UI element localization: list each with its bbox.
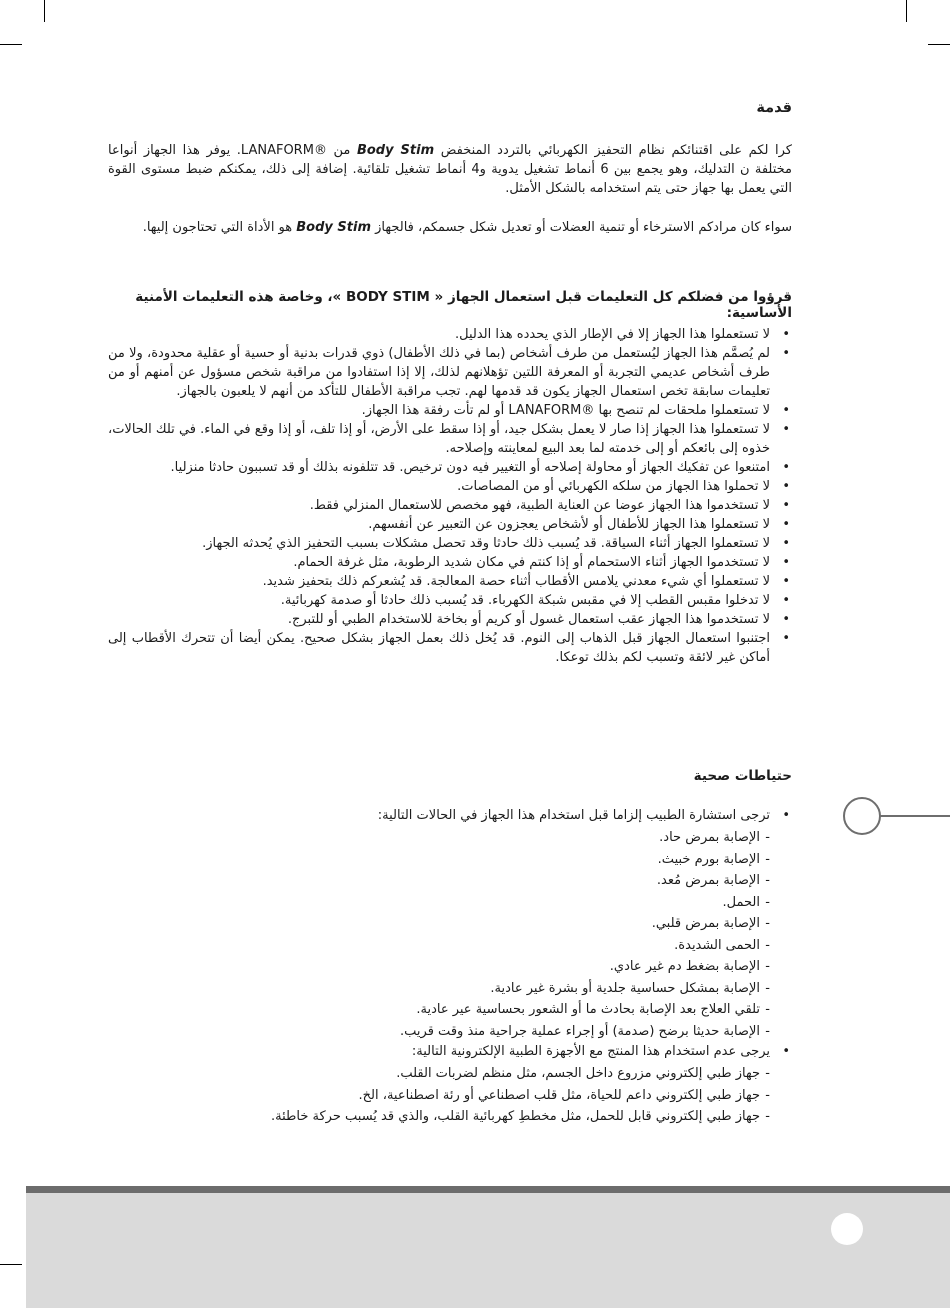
health-bullet-devices	[108, 1042, 792, 1128]
crop-mark-top-right-h	[928, 44, 950, 45]
condition-item: - الإصابة بمرض مُعد.	[108, 870, 770, 892]
condition-item: - الإصابة بورم خبيث.	[108, 849, 770, 871]
intro-text-2b: هو الأداة التي تحتاجون إليها.	[142, 220, 297, 235]
intro-text-1a: كرا لكم على اقتنائكم نظام التحفيز الكهربائي بالتردد المنخفض	[434, 143, 792, 158]
safety-item: • لا تستعملوا هذا الجهاز إذا صار لا يعمل بشكل جيد، أو إذا سقط على الأرض، أو إذا تلف، أو إذا وقع في الماء. في تلك الحالات، خذوه إلى بائعكم أو إلى خدمته لما بعد البيع لمعاينته وإصلاحه.	[108, 420, 792, 458]
crop-mark-top-left-h	[0, 44, 22, 45]
safety-item: • لا تدخلوا مقبس القطب إلا في مقبس شبكة الكهرباء. قد يُسبب ذلك حادثا أو صدمة كهربائية.	[108, 591, 792, 610]
health-list	[108, 806, 792, 1128]
safety-item: • لم يُصمَّم هذا الجهاز ليُستعمل من طرف أشخاص (بما في ذلك الأطفال) ذوي قدرات بدنية أو حسية أو عقلية محدودة، ولا من طرف أشخاص عديمي التجربة أو المعرفة اللتين تؤهلانهم لذلك، إلا إذا استفادوا من مراقبة شخص مسؤول عن أمنهم أو من تعليمات سابقة تخص استعمال الجهاز يكون قد قدمها لهم. تجب مراقبة الأطفال للتأكد من أنهم لا يلعبون بالجهاز.	[108, 344, 792, 401]
condition-item: - تلقي العلاج بعد الإصابة بحادث ما أو الشعور بحساسية عير عادية.	[108, 999, 770, 1021]
health-section	[108, 768, 792, 784]
side-tab-circle	[843, 797, 881, 835]
safety-item: • لا تستعملوا الجهاز أثناء السياقة. قد يُسبب ذلك حادثا وقد تحصل مشكلات بسبب التحفيز الذي يُحدثه الجهاز.	[108, 534, 792, 553]
crop-mark-top-right	[906, 0, 907, 22]
crop-mark-bottom-left-h	[0, 1264, 22, 1265]
condition-item: - الإصابة بمشكل حساسية جلدية أو بشرة غير عادية.	[108, 978, 770, 1000]
safety-item: • اجتنبوا استعمال الجهاز قبل الذهاب إلى النوم. قد يُخل ذلك بعمل الجهاز بشكل صحيح. يمكن أيضا أن تتحرك الأقطاب إلى أماكن غير لائقة وتسبب لكم بذلك توعكا.	[108, 629, 792, 667]
safety-item: • لا تستعملوا هذا الجهاز إلا في الإطار الذي يحدده هذا الدليل.	[108, 325, 792, 344]
health-heading: حتياطات صحية	[693, 768, 792, 784]
safety-item: • لا تستخدموا هذا الجهاز عقب استعمال غسول أو كريم أو بخاخة للاستخدام الطبي أو للتبرج.	[108, 610, 792, 629]
safety-section	[108, 289, 792, 321]
health-intro-devices: يرجى عدم استخدام هذا المنتج مع الأجهزة الطبية الإلكترونية التالية:	[411, 1044, 770, 1059]
intro-heading: قدمة	[756, 100, 792, 116]
safety-item: • امتنعوا عن تفكيك الجهاز أو محاولة إصلاحه أو التغيير فيه دون ترخيص. قد تتلفونه بذلك أو قد تسببون حادثا منزليا.	[108, 458, 792, 477]
safety-item: • لا تحملوا هذا الجهاز من سلكه الكهربائي أو من المصاصات.	[108, 477, 792, 496]
condition-item: - الحمل.	[108, 892, 770, 914]
devices-list	[108, 1063, 770, 1128]
device-item: - جهاز طبي إلكتروني مزروع داخل الجسم، مثل منظم لضربات القلب.	[108, 1063, 770, 1085]
footer-rule	[26, 1186, 950, 1193]
safety-list-wrap	[108, 325, 792, 667]
intro-text-1b: من ®LANAFORM. يوفر هذا الجهاز أنواعا مختلفة ن التدليك، وهو يجمع بين 6 أنماط تشغيل يدوية و4 أنماط تشغيل تلقائية. إضافة إلى ذلك، يمكنكم ضبط مستوى القوة التي يعمل بها جهاز حتى يتم استخدامه بالشكل الأمثل.	[108, 143, 792, 196]
page-number-dot	[831, 1213, 863, 1245]
health-intro-consult: ترجى استشارة الطبيب إلزاما قبل استخدام هذا الجهاز في الحالات التالية:	[377, 808, 770, 823]
device-item: - جهاز طبي إلكتروني داعم للحياة، مثل قلب اصطناعي أو رئة اصطناعية، الخ.	[108, 1085, 770, 1107]
safety-item: • لا تستعملوا أي شيء معدني يلامس الأقطاب أثناء حصة المعالجة. قد يُشعركم ذلك بتحفيز شديد.	[108, 572, 792, 591]
safety-item: • لا تستخدموا هذا الجهاز عوضا عن العناية الطبية، فهو مخصص للاستعمال المنزلي فقط.	[108, 496, 792, 515]
safety-item: • لا تستعملوا ملحقات لم تنصح بها ®LANAFORM أو لم تأت رفقة هذا الجهاز.	[108, 401, 792, 420]
health-bullet-consult	[108, 806, 792, 1042]
safety-item: • لا تستعملوا هذا الجهاز للأطفال أو لأشخاص يعجزون عن التعبير عن أنفسهم.	[108, 515, 792, 534]
brand-name: Body Stim	[356, 143, 435, 158]
intro-text-2a: سواء كان مرادكم الاسترخاء أو تنمية العضلات أو تعديل شكل جسمكم، فالجهاز	[371, 220, 792, 235]
condition-item: - الإصابة بمرض حاد.	[108, 827, 770, 849]
intro-paragraph-2	[108, 218, 792, 237]
device-item: - جهاز طبي إلكتروني قابل للحمل، مثل مخططِ كهربائية القلب، والذي قد يُسبب حركة خاطئة.	[108, 1106, 770, 1128]
safety-heading: قرؤوا من فضلكم كل التعليمات قبل استعمال الجهاز « BODY STIM »، وخاصة هذه التعليمات الأمنية الأساسية:	[135, 289, 792, 321]
side-tab-line	[880, 815, 950, 817]
health-list-wrap	[108, 806, 792, 1128]
condition-item: - الإصابة بمرض قلبي.	[108, 913, 770, 935]
intro-paragraph-1	[108, 141, 792, 198]
intro-section	[108, 100, 792, 116]
safety-item: • لا تستخدموا الجهاز أثناء الاستحمام أو إذا كنتم في مكان شديد الرطوبة، مثل غرفة الحمام.	[108, 553, 792, 572]
condition-item: - الإصابة بضغط دم غير عادي.	[108, 956, 770, 978]
brand-name-2: Body Stim	[296, 220, 371, 235]
footer-band	[26, 1193, 950, 1308]
condition-item: - الحمى الشديدة.	[108, 935, 770, 957]
condition-item: - الإصابة حديثا برضح (صدمة) أو إجراء عملية جراحية منذ وقت قريب.	[108, 1021, 770, 1043]
conditions-list	[108, 827, 770, 1042]
safety-list	[108, 325, 792, 667]
crop-mark-top-left	[44, 0, 45, 22]
